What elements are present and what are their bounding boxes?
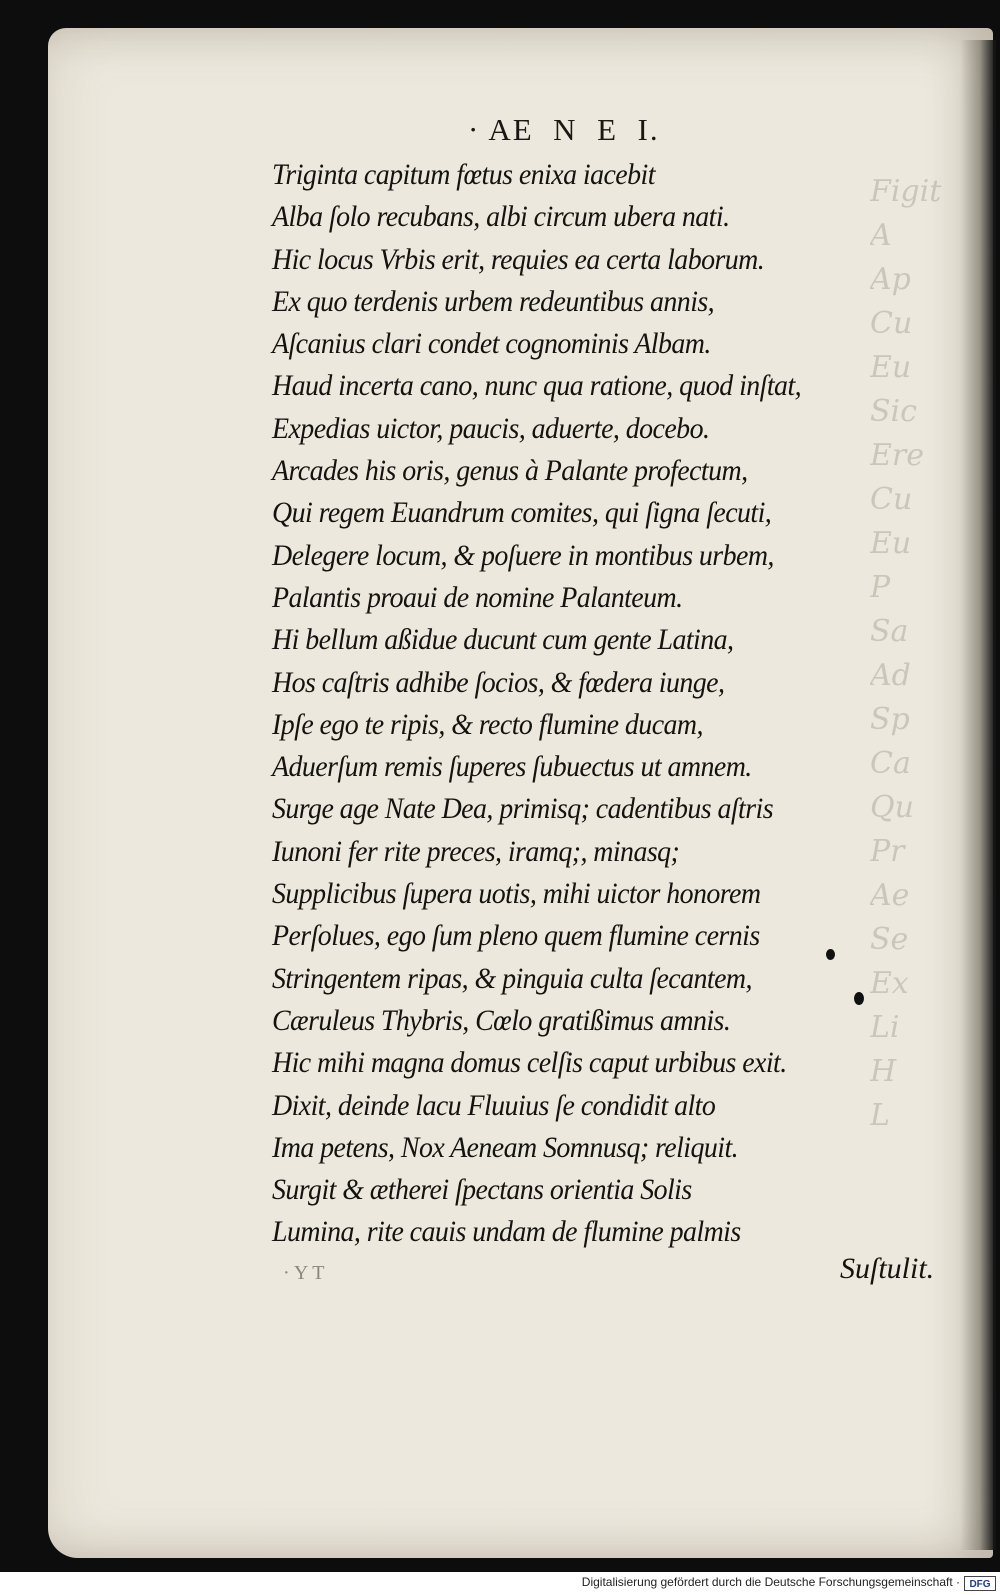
- running-head: · AE N E I.: [468, 112, 660, 147]
- verse-line: Hic mihi magna domus celſis caput urbibus exit.: [272, 1046, 787, 1080]
- catchword: Suſtulit.: [840, 1252, 935, 1285]
- verse-block: [272, 154, 912, 1254]
- footer-bar: [0, 1572, 1000, 1595]
- verse-line: Surgit & ætherei ſpectans orientia Solis: [272, 1173, 692, 1207]
- dfg-logo: DFG: [964, 1576, 996, 1591]
- verse-line: Delegere locum, & poſuere in montibus urbem,: [272, 538, 774, 572]
- verse-line: Hos caſtris adhibe ſocios, & fœdera iunge,: [272, 665, 725, 699]
- verse-line: Ipſe ego te ripis, & recto flumine ducam,: [272, 707, 703, 741]
- ink-spot: [826, 949, 835, 960]
- funding-credit: Digitalisierung gefördert durch die Deutsche Forschungsgemeinschaft ·: [581, 1575, 960, 1589]
- verse-line: Cæruleus Thybris, Cœlo gratißimus amnis.: [272, 1003, 731, 1037]
- show-through-text: Figit A Ap Cu Eu Sic Ere Cu Eu P Sa Ad Sp Ca Qu Pr Ae Se Ex Li H L: [870, 174, 942, 1133]
- verse-line: Lumina, rite cauis undam de flumine palmis: [272, 1215, 741, 1249]
- page-edge-shadow: [960, 40, 996, 1550]
- verse-line: Expedias uictor, paucis, aduerte, docebo.: [272, 411, 710, 445]
- verse-line: Qui regem Euandrum comites, qui ſigna ſecuti,: [272, 496, 772, 530]
- verse-line: Perſolues, ego ſum pleno quem flumine cernis: [272, 919, 760, 953]
- verse-line: Ex quo terdenis urbem redeuntibus annis,: [272, 284, 715, 318]
- verse-line: Arcades his oris, genus à Palante profectum,: [272, 454, 748, 488]
- verse-line: Alba ſolo recubans, albi circum ubera nati.: [272, 200, 730, 234]
- verse-line: Hi bellum aßidue ducunt cum gente Latina,: [272, 623, 734, 657]
- verse-line: Ima petens, Nox Aeneam Somnusq; reliquit.: [272, 1130, 739, 1164]
- verse-line: Triginta capitum fœtus enixa iacebit: [272, 158, 655, 191]
- verse-line: Aſcanius clari condet cognominis Albam.: [272, 327, 711, 361]
- verse-line: Supplicibus ſupera uotis, mihi uictor honorem: [272, 877, 761, 911]
- verse-line: Surge age Nate Dea, primisq; cadentibus aſtris: [272, 792, 774, 826]
- verse-line: Aduerſum remis ſuperes ſubuectus ut amnem.: [272, 750, 752, 784]
- verse-line: Dixit, deinde lacu Fluuius ſe condidit alto: [272, 1088, 716, 1122]
- verse-line: Hic locus Vrbis erit, requies ea certa laborum.: [272, 242, 765, 276]
- signature-mark-showthrough: · Y T: [283, 1262, 325, 1284]
- verse-line: Stringentem ripas, & pinguia culta ſecantem,: [272, 961, 752, 995]
- ink-spot: [854, 992, 864, 1005]
- verse-line: Haud incerta cano, nunc qua ratione, quod inſtat,: [272, 369, 802, 403]
- verse-line: Iunoni fer rite preces, iramq;, minasq;: [272, 834, 680, 868]
- verse-line: Palantis proaui de nomine Palanteum.: [272, 580, 683, 614]
